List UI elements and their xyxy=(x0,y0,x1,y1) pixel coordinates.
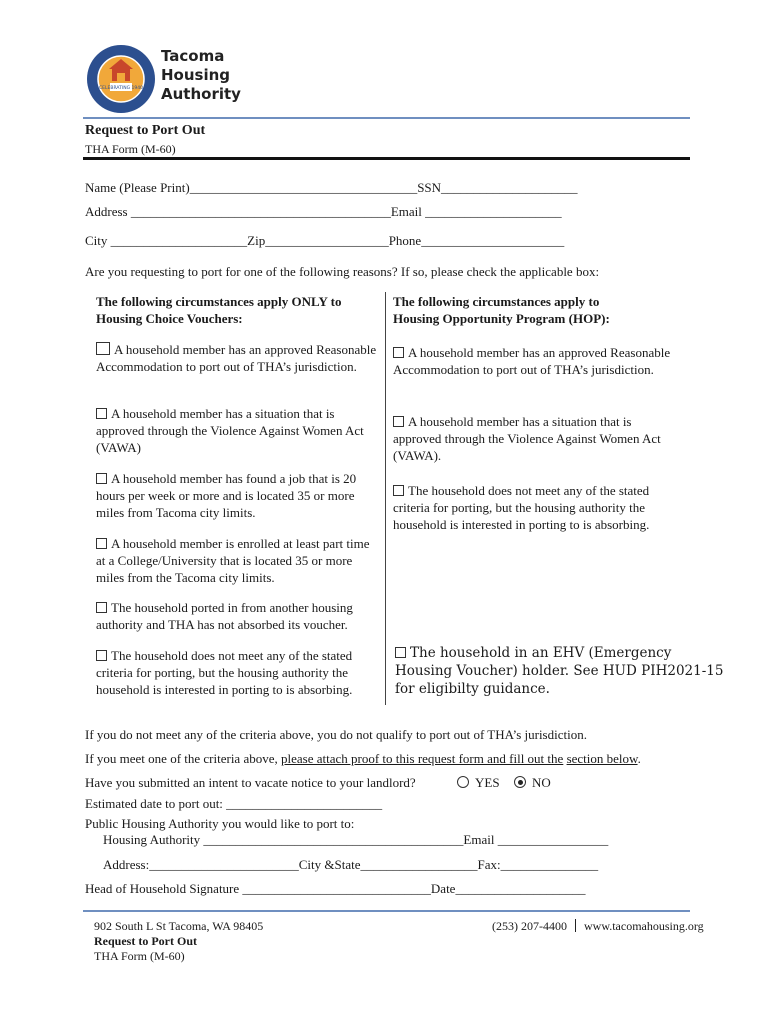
footer-address: 902 South L St Tacoma, WA 98405 xyxy=(94,919,264,933)
title-rule xyxy=(83,157,690,160)
checkbox[interactable] xyxy=(96,602,107,613)
port-reason-question: Are you requesting to port for one of the following reasons? If so, please check the applicable box: xyxy=(85,264,600,279)
hop-option-vawa[interactable]: A household member has a situation that is approved through the Violence Against Women Act (VAWA). xyxy=(393,414,661,463)
vacate-yes-option[interactable]: YES xyxy=(457,775,500,791)
footer-website[interactable]: www.tacomahousing.org xyxy=(584,919,704,933)
estimated-date-line[interactable]: Estimated date to port out: ________________________ xyxy=(85,796,383,811)
footer-contact xyxy=(492,919,704,934)
org-name: Tacoma Housing Authority xyxy=(161,47,241,103)
footer-left xyxy=(94,919,263,964)
city-zip-phone-line[interactable]: City _____________________Zip___________________Phone______________________ xyxy=(85,233,565,248)
hcv-option-ported-in[interactable]: The household ported in from another housing authority and THA has not absorbed its voucher. xyxy=(96,600,353,632)
checkbox[interactable] xyxy=(395,647,406,658)
hcv-column-header: The following circumstances apply ONLY to Housing Choice Vouchers: xyxy=(96,294,342,326)
address-email-line[interactable]: Address ________________________________________Email _____________________ xyxy=(85,204,562,219)
hcv-option-job[interactable]: A household member has found a job that is 20 hours per week or more and is located 35 or more miles from Tacoma city limits. xyxy=(96,471,357,520)
name-ssn-line[interactable]: Name (Please Print)___________________________________SSN_____________________ xyxy=(85,180,578,195)
checkbox[interactable] xyxy=(96,342,110,355)
yes-radio[interactable] xyxy=(457,776,469,788)
hop-option-ehv[interactable]: The household in an EHV (Emergency Housing Voucher) holder. See HUD PIH2021-15 for eligibilty guidance. xyxy=(395,645,724,697)
header-rule xyxy=(83,117,690,119)
form-code: THA Form (M-60) xyxy=(85,142,176,156)
footer-phone: (253) 207-4400 xyxy=(492,919,567,933)
footer-title: Request to Port Out xyxy=(94,934,197,948)
tha-logo xyxy=(86,44,156,114)
checkbox[interactable] xyxy=(96,650,107,661)
checkbox[interactable] xyxy=(393,485,404,496)
hcv-option-vawa[interactable]: A household member has a situation that is approved through the Violence Against Women Act (VAWA) xyxy=(96,406,364,455)
hcv-option-college[interactable]: A household member is enrolled at least part time at a College/University that is located 35 or more miles from the Tacoma city limits. xyxy=(96,536,370,585)
hcv-option-absorbing[interactable]: The household does not meet any of the stated criteria for porting, but the housing authority the household is interested in porting to is absorbing. xyxy=(96,648,353,697)
checkbox[interactable] xyxy=(96,408,107,419)
hop-column-header: The following circumstances apply to Housing Opportunity Program (HOP): xyxy=(393,294,610,326)
signature-date-line[interactable]: Head of Household Signature _____________________________Date____________________ xyxy=(85,881,586,896)
no-radio-selected[interactable] xyxy=(514,776,526,788)
svg-text:CELEBRATING 1940: CELEBRATING 1940 xyxy=(99,86,143,91)
checkbox[interactable] xyxy=(96,473,107,484)
notice-attach-proof: If you meet one of the criteria above, please attach proof to this request form and fill out the section below. xyxy=(85,751,641,766)
vacate-no-option[interactable]: NO xyxy=(514,775,551,791)
hcv-option-reasonable-accommodation[interactable]: A household member has an approved Reasonable Accommodation to port out of THA’s jurisdiction. xyxy=(96,342,377,374)
vacate-question: Have you submitted an intent to vacate notice to your landlord? xyxy=(85,775,416,790)
checkbox[interactable] xyxy=(96,538,107,549)
footer-separator xyxy=(575,919,576,932)
pha-label: Public Housing Authority you would like to port to: xyxy=(85,816,355,831)
pha-address-line[interactable]: Address:_______________________City &State__________________Fax:_______________ xyxy=(103,857,599,872)
checkbox[interactable] xyxy=(393,347,404,358)
checkbox[interactable] xyxy=(393,416,404,427)
form-title: Request to Port Out xyxy=(85,123,206,138)
column-divider xyxy=(385,292,386,705)
footer-rule xyxy=(83,910,690,912)
notice-not-qualify: If you do not meet any of the criteria above, you do not qualify to port out of THA’s jurisdiction. xyxy=(85,727,587,742)
hop-option-reasonable-accommodation[interactable]: A household member has an approved Reasonable Accommodation to port out of THA’s jurisdiction. xyxy=(393,345,671,377)
footer-code: THA Form (M-60) xyxy=(94,949,185,963)
pha-name-email-line[interactable]: Housing Authority ________________________________________Email _________________ xyxy=(103,832,609,847)
hop-option-absorbing[interactable]: The household does not meet any of the stated criteria for porting, but the housing authority the household is interested in porting to is absorbing. xyxy=(393,483,650,532)
